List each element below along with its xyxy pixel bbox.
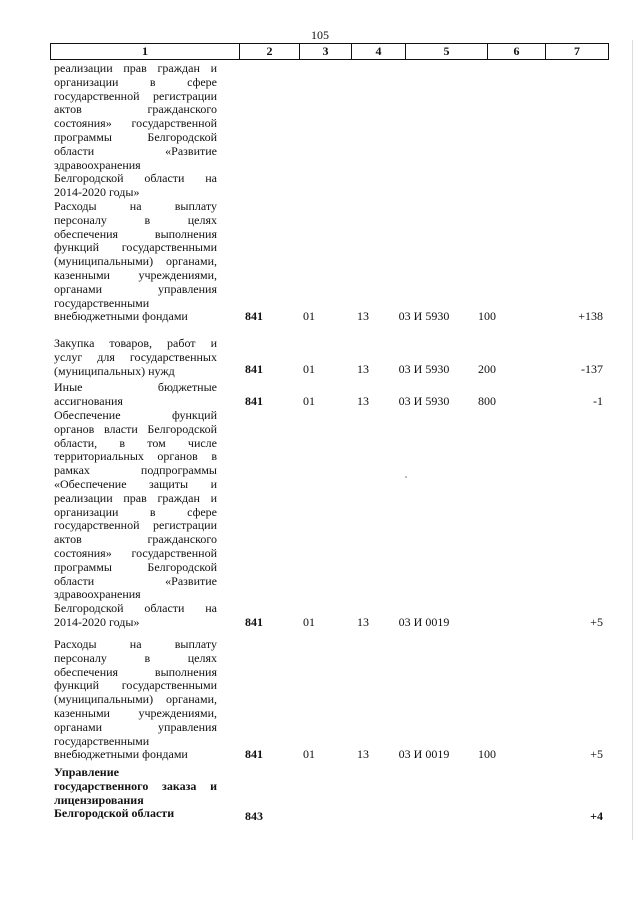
cell-col-4: 13 <box>357 747 369 761</box>
cell-col-4: 13 <box>357 362 369 376</box>
row-description: Управление государственного заказа и лицензирования Белгородской области <box>54 765 217 821</box>
cell-col-7: -137 <box>581 362 603 376</box>
cell-col-3: 01 <box>303 747 315 761</box>
cell-col-5: 03 И 0019 <box>398 615 450 629</box>
header-col-1: 1 <box>142 44 148 58</box>
cell-col-2: 841 <box>245 615 263 629</box>
scan-edge <box>632 40 633 840</box>
header-col-4: 4 <box>351 44 405 59</box>
row-description: Расходы на выплату персоналу в целях обеспечения выполнения функций государственными (муниципальными) органами, казенными учреждениями, органами управления государственными внебюджетными фондами <box>54 637 217 762</box>
cell-col-7: +5 <box>590 747 603 761</box>
cell-col-2: 843 <box>245 809 263 823</box>
row-description: Закупка товаров, работ и услуг для государственных (муниципальных) нужд <box>54 336 217 378</box>
cell-col-7: -1 <box>593 394 603 408</box>
cell-col-7: +4 <box>590 809 603 823</box>
cell-col-4: 13 <box>357 394 369 408</box>
row-description: Расходы на выплату персоналу в целях обеспечения выполнения функций государственными (муниципальными) органами, казенными учреждениями, органами управления государственными внебюджетными фондами <box>54 199 217 324</box>
cell-col-7: +138 <box>578 309 603 323</box>
cell-col-3: 01 <box>303 362 315 376</box>
cell-col-6: 800 <box>478 394 496 408</box>
row-description: реализации прав граждан и организации в сфере государственной регистрации актов гражданского состояния» государственной программы Белгородской области «Развитие здравоохранения Белгородской области на 2014-2020 годы» <box>54 61 217 200</box>
cell-col-4: 13 <box>357 309 369 323</box>
page-number: 105 <box>311 28 329 42</box>
row-description: Обеспечение функций органов власти Белгородской области, в том числе территориальных органов в рамках подпрограммы «Обеспечение защиты и реализации прав граждан и организации в сфере государственной регистрации актов гражданского состояния» государственной программы Белгородской области «Развитие здравоохранения Белгородской области на 2014-2020 годы» <box>54 408 217 629</box>
cell-col-2: 841 <box>245 309 263 323</box>
cell-col-2: 841 <box>245 747 263 761</box>
header-col-7: 7 <box>545 44 608 59</box>
header-col-5: 5 <box>405 44 487 59</box>
cell-col-4: 13 <box>357 615 369 629</box>
cell-col-6: 100 <box>478 747 496 761</box>
cell-col-5: 03 И 5930 <box>398 309 450 323</box>
cell-col-3: 01 <box>303 309 315 323</box>
cell-col-6: 200 <box>478 362 496 376</box>
cell-col-2: 841 <box>245 394 263 408</box>
cell-col-6: 100 <box>478 309 496 323</box>
cell-col-3: 01 <box>303 394 315 408</box>
cell-col-2: 841 <box>245 362 263 376</box>
cell-col-3: 01 <box>303 615 315 629</box>
cell-col-5: 03 И 5930 <box>398 362 450 376</box>
scan-speck <box>405 476 407 478</box>
cell-col-5: 03 И 0019 <box>398 747 450 761</box>
row-description: Иные бюджетные ассигнования <box>54 380 217 408</box>
table-header <box>50 43 609 60</box>
cell-col-7: +5 <box>590 615 603 629</box>
header-col-6: 6 <box>487 44 545 59</box>
cell-col-5: 03 И 5930 <box>398 394 450 408</box>
header-col-2: 2 <box>239 44 299 59</box>
header-col-3: 3 <box>299 44 351 59</box>
